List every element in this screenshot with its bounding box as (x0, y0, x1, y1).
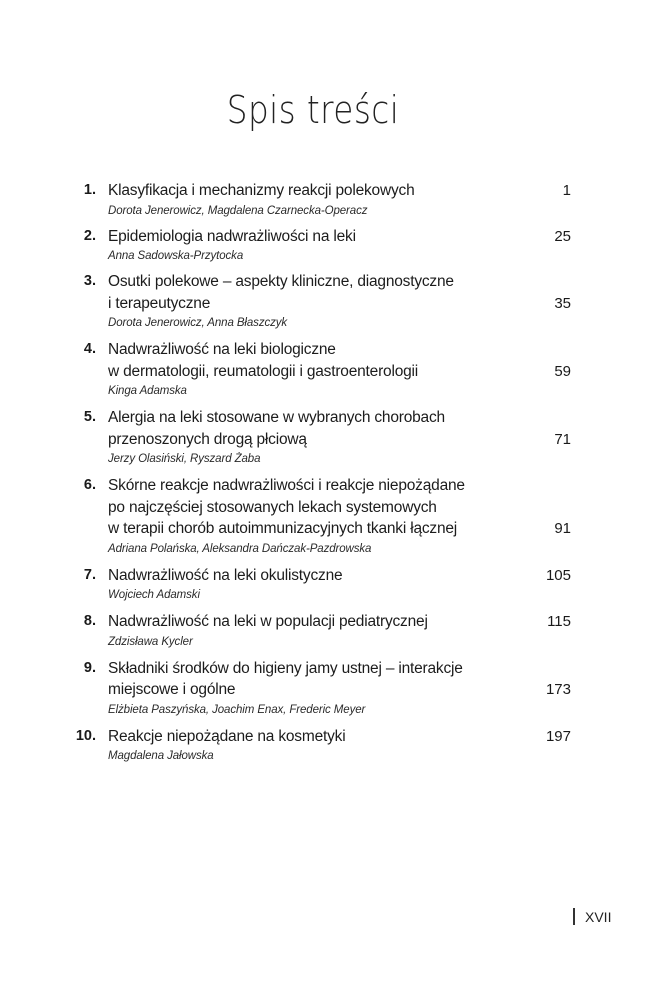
chapter-title[interactable] (108, 407, 508, 450)
folio-number: XVII (585, 909, 612, 925)
chapter-number: 9. (83, 659, 96, 676)
toc-entry[interactable] (0, 271, 656, 331)
chapter-number: 7. (83, 566, 96, 583)
chapter-number: 5. (83, 409, 96, 425)
chapter-authors: Anna Sadowska-Przytocka (108, 250, 244, 262)
page-number: 25 (554, 227, 571, 245)
chapter-title-line: Alergia na leki stosowane w wybranych chorobach (108, 409, 445, 426)
chapter-title-line: Klasyfikacja i mechanizmy reakcji polekowych (108, 182, 415, 199)
chapter-title[interactable] (108, 726, 508, 748)
chapter-title[interactable] (108, 339, 508, 382)
folio-divider (573, 908, 575, 925)
chapter-title-line: Nadwrażliwość na leki w populacji pediatrycznej (108, 613, 428, 630)
page-number: 91 (554, 520, 571, 537)
toc-entry-heading (0, 565, 656, 587)
toc-entry[interactable] (0, 339, 656, 399)
chapter-number: 8. (83, 613, 96, 629)
toc-entry-heading (0, 226, 656, 248)
table-of-contents (0, 180, 656, 764)
page-number: 35 (554, 294, 571, 312)
page-title: Spis treści (226, 88, 400, 132)
toc-entry-heading (0, 180, 656, 202)
page-folio (573, 908, 611, 925)
chapter-authors: Wojciech Adamski (108, 589, 200, 601)
toc-entry-heading (0, 658, 656, 701)
chapter-title-line: po najczęściej stosowanych lekach systemowych (108, 498, 437, 516)
chapter-title-line: Nadwrażliwość na leki biologiczne (108, 341, 336, 358)
chapter-authors: Dorota Jenerowicz, Anna Błaszczyk (108, 317, 288, 329)
page-number: 59 (554, 362, 571, 380)
toc-entry-heading (0, 611, 656, 633)
chapter-title-line: w dermatologii, reumatologii i gastroenterologii (108, 362, 419, 380)
chapter-number: 1. (83, 182, 96, 198)
toc-entry[interactable] (0, 475, 656, 557)
chapter-title[interactable] (108, 565, 508, 587)
chapter-authors: Magdalena Jałowska (108, 750, 214, 762)
toc-entry[interactable] (0, 180, 656, 219)
chapter-number: 10. (75, 727, 96, 744)
chapter-number: 2. (83, 227, 96, 244)
toc-entry-heading (0, 271, 656, 314)
chapter-authors: Jerzy Olasiński, Ryszard Żaba (108, 453, 261, 465)
toc-entry-heading (0, 339, 656, 382)
toc-entry-heading (0, 407, 656, 450)
chapter-title-line: Skórne reakcje nadwrażliwości i reakcje niepożądane (108, 477, 465, 494)
chapter-number: 4. (83, 341, 96, 357)
chapter-title[interactable] (108, 611, 508, 633)
chapter-title-line: Osutki polekowe – aspekty kliniczne, diagnostyczne (108, 273, 454, 290)
chapter-title[interactable] (108, 271, 508, 314)
chapter-title-line: Składniki środków do higieny jamy ustnej – interakcje (108, 659, 463, 677)
chapter-title-line: Nadwrażliwość na leki okulistyczne (108, 566, 343, 584)
chapter-number: 3. (83, 273, 96, 289)
chapter-title[interactable] (108, 180, 508, 202)
chapter-title[interactable] (108, 226, 508, 248)
toc-entry[interactable] (0, 726, 656, 765)
toc-entry-heading (0, 475, 656, 540)
page-number: 105 (545, 566, 571, 584)
chapter-authors: Elżbieta Paszyńska, Joachim Enax, Frederic Meyer (108, 703, 366, 716)
chapter-title-line: Reakcje niepożądane na kosmetyki (108, 727, 346, 745)
page-number: 115 (547, 613, 571, 630)
toc-entry[interactable] (0, 658, 656, 718)
chapter-title[interactable] (108, 475, 508, 540)
chapter-authors: Zdzisława Kycler (108, 635, 193, 648)
toc-entry[interactable] (0, 407, 656, 467)
chapter-title-line: Epidemiologia nadwrażliwości na leki (108, 227, 356, 245)
chapter-authors: Adriana Polańska, Aleksandra Dańczak-Pazdrowska (108, 542, 372, 555)
toc-entry[interactable] (0, 565, 656, 604)
page-number: 173 (545, 681, 571, 698)
toc-entry-heading (0, 726, 656, 748)
chapter-authors: Kinga Adamska (108, 385, 187, 397)
chapter-title-line: i terapeutyczne (108, 294, 211, 312)
chapter-authors: Dorota Jenerowicz, Magdalena Czarnecka-Operacz (108, 204, 368, 217)
chapter-number: 6. (83, 477, 96, 493)
toc-entry[interactable] (0, 611, 656, 650)
page-number: 71 (554, 430, 571, 448)
chapter-title-line: w terapii chorób autoimmunizacyjnych tkanki łącznej (108, 520, 458, 537)
chapter-title[interactable] (108, 658, 508, 701)
chapter-title-line: miejscowe i ogólne (108, 681, 236, 698)
page-number: 197 (545, 727, 571, 745)
toc-entry[interactable] (0, 226, 656, 265)
chapter-title-line: przenoszonych drogą płciową (108, 430, 307, 448)
page-number: 1 (562, 182, 571, 199)
